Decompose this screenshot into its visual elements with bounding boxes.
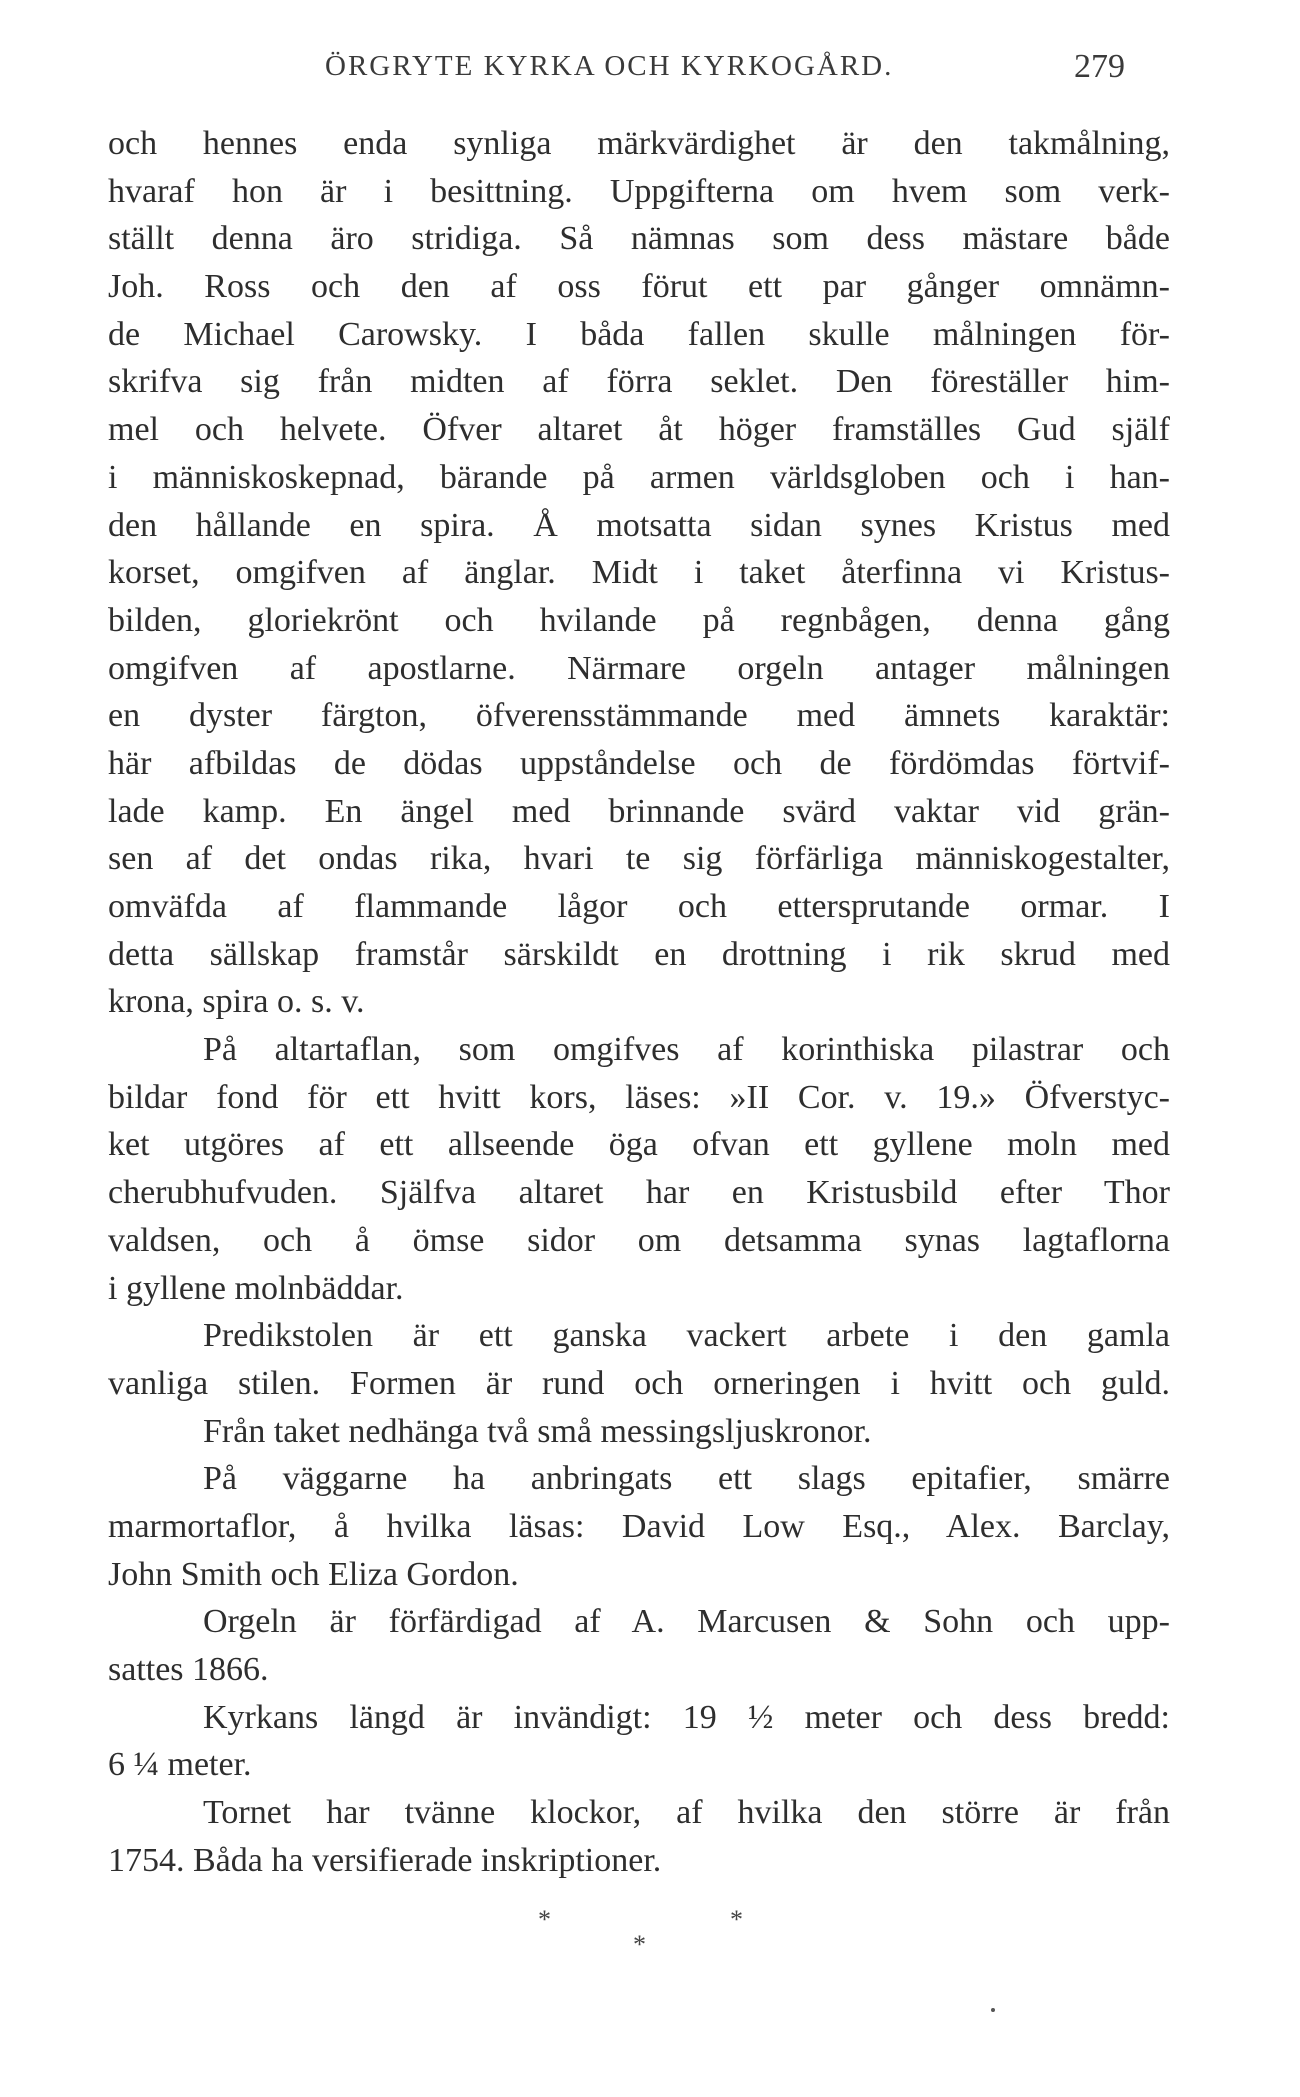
text-line: På väggarne ha anbringats ett slags epitafier, smärre [203,1460,1170,1498]
text-line: På altartaflan, som omgifves af korinthiska pilastrar och [203,1031,1170,1069]
text-line: omväfda af flammande lågor och ettersprutande ormar. I [108,888,1170,925]
page-number: 279 [1074,48,1125,85]
text-line: och hennes enda synliga märkvärdighet är den takmålning, [108,125,1170,162]
text-line: ställt denna äro stridiga. Så nämnas som dess mästare både [108,220,1170,258]
text-line: de Michael Carowsky. I båda fallen skulle målningen för- [108,315,1170,353]
text-line: valdsen, och å ömse sidor om detsamma synas lagtaflorna [108,1221,1170,1259]
text-line: Tornet har tvänne klockor, af hvilka den större är från [203,1794,1170,1832]
text-line: den hållande en spira. Å motsatta sidan synes Kristus med [108,506,1170,544]
text-line: ket utgöres af ett allseende öga ofvan ett gyllene moln med [108,1126,1170,1164]
text-line: bilden, gloriekrönt och hvilande på regnbågen, denna gång [108,601,1170,639]
text-line: en dyster färgton, öfverensstämmande med ämnets karaktär: [108,697,1170,735]
text-line: marmortaflor, å hvilka läsas: David Low Esq., Alex. Barclay, [108,1507,1170,1545]
asterisk-ornament: * [538,1905,551,1934]
text-line: lade kamp. En ängel med brinnande svärd vaktar vid grän- [108,792,1170,830]
text-line: detta sällskap framstår särskildt en drottning i rik skrud med [108,935,1170,973]
text-line: bildar fond för ett hvitt kors, läses: »II Cor. v. 19.» Öfverstyc- [108,1078,1170,1116]
asterisk-ornament: * [633,1930,646,1959]
text-line: 1754. Båda ha versifierade inskriptioner. [108,1841,662,1879]
text-line: Från taket nedhänga två små messingsljuskronor. [203,1412,872,1450]
text-line: 6 ¼ meter. [108,1746,252,1784]
text-line: cherubhufvuden. Själfva altaret har en Kristusbild efter Thor [108,1174,1170,1212]
text-line: sattes 1866. [108,1651,269,1688]
text-line: här afbildas de dödas uppståndelse och de fördömdas förtvif- [108,744,1170,782]
text-line: i gyllene molnbäddar. [108,1269,404,1307]
asterisk-ornament: * [730,1905,743,1934]
text-line: i människoskepnad, bärande på armen världsgloben och i han- [108,458,1170,496]
text-line: skrifva sig från midten af förra seklet. Den föreställer him- [108,363,1170,401]
text-line: vanliga stilen. Formen är rund och orneringen i hvitt och guld. [108,1364,1170,1402]
text-line: korset, omgifven af änglar. Midt i taket återfinna vi Kristus- [108,554,1170,592]
text-line: omgifven af apostlarne. Närmare orgeln antager målningen [108,649,1170,687]
text-line: Orgeln är förfärdigad af A. Marcusen & Sohn och upp- [203,1603,1170,1641]
text-line: sen af det ondas rika, hvari te sig förfärliga människogestalter, [108,840,1170,878]
text-line: mel och helvete. Öfver altaret åt höger framställes Gud själf [108,411,1170,449]
section-break-asterism [0,1905,1300,1965]
text-line: Predikstolen är ett ganska vackert arbete i den gamla [203,1317,1170,1355]
text-line: Kyrkans längd är invändigt: 19 ½ meter och dess bredd: [203,1698,1170,1736]
body-text [108,120,1170,1884]
text-line: Joh. Ross och den af oss förut ett par gånger omnämn- [108,268,1170,306]
text-line: John Smith och Eliza Gordon. [108,1555,519,1593]
text-line: hvaraf hon är i besittning. Uppgifterna om hvem som verk- [108,172,1170,210]
running-head [0,50,1300,100]
running-title: ÖRGRYTE KYRKA OCH KYRKOGÅRD. [325,50,894,82]
paper-speck [991,2008,995,2012]
text-line: krona, spira o. s. v. [108,983,365,1021]
